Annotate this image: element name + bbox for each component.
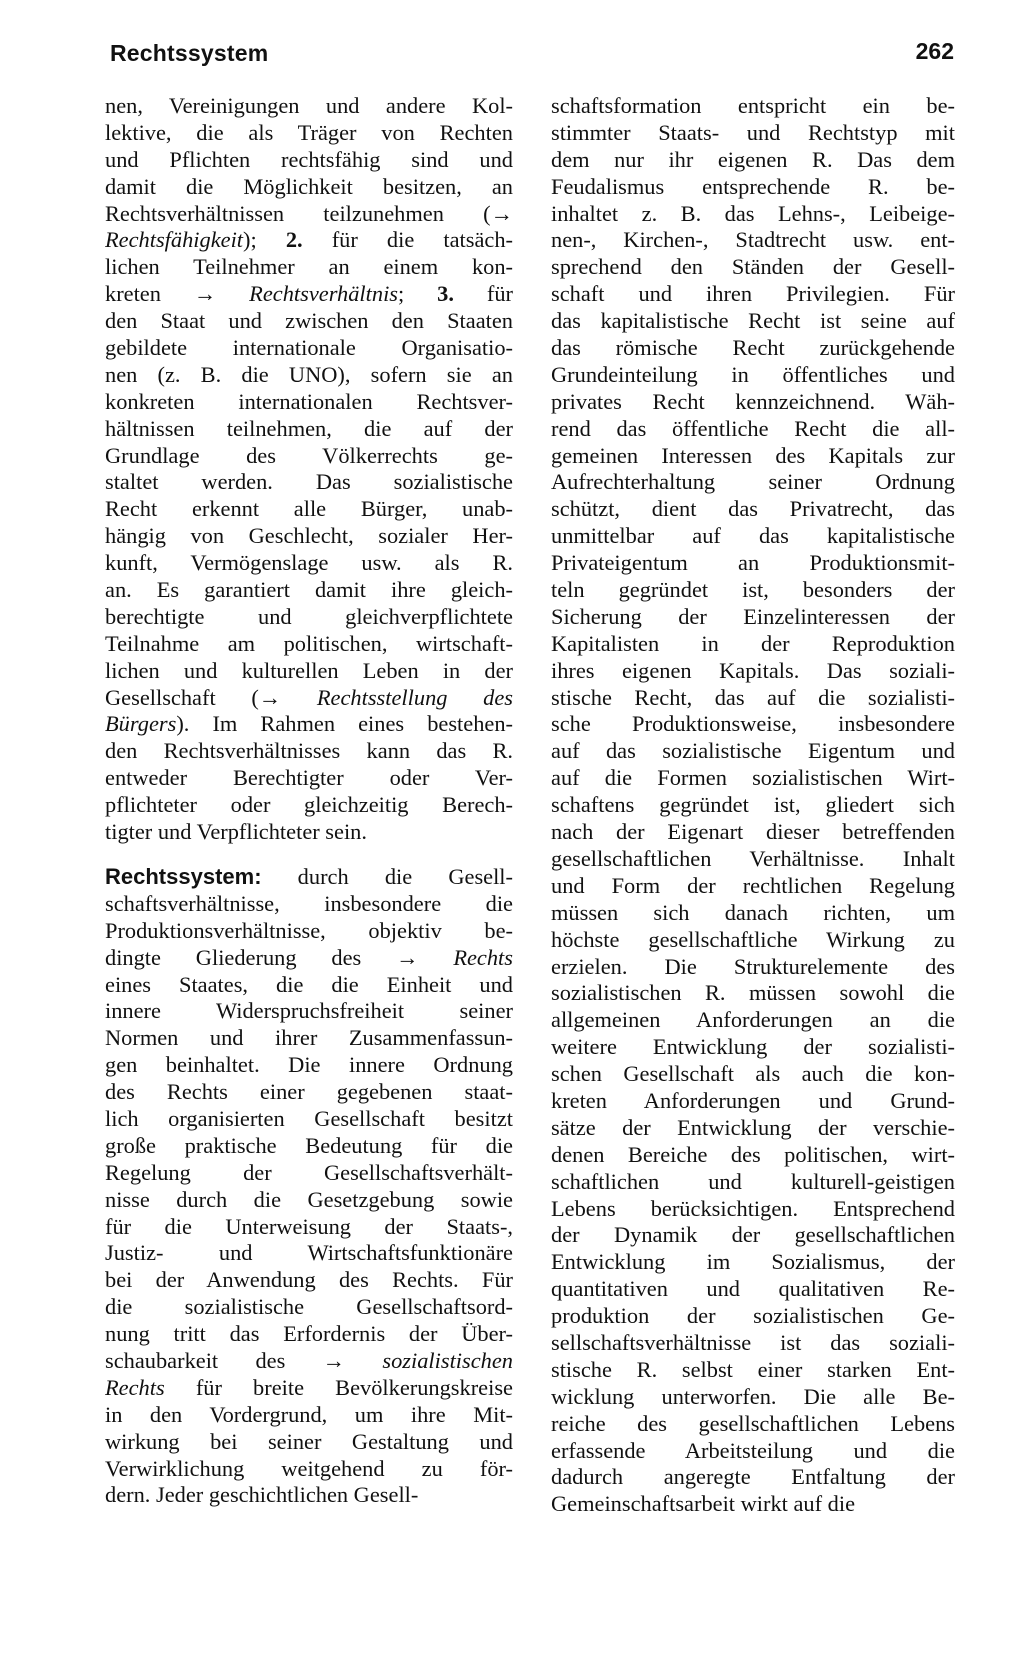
text-line: Grundeinteilung in öffentliches und [551, 361, 955, 387]
text-line: schaubarkeit des → sozialistischen [105, 1347, 513, 1373]
text-line: nung tritt das Erfordernis der Über- [105, 1321, 513, 1347]
text-line: auf das sozialistische Eigentum und [551, 738, 955, 764]
text-line: damit die Möglichkeit besitzen, an [105, 173, 513, 199]
text-line: dern. Jeder geschichtlichen Gesell- [105, 1482, 419, 1508]
text-line: sellschaftsverhältnisse ist das soziali- [551, 1329, 955, 1355]
text-line: gesellschaftlichen Verhältnisse. Inhalt [551, 845, 955, 871]
text-line: nisse durch die Gesetzgebung sowie [105, 1186, 513, 1212]
text-line: tigter und Verpflichteter sein. [105, 819, 367, 845]
text-line: Rechtsverhältnissen teilzunehmen (→ [105, 200, 513, 226]
text-line: Recht erkennt alle Bürger, unab- [105, 496, 513, 522]
text-line: staltet werden. Das sozialistische [105, 469, 513, 495]
text-line: nen-, Kirchen-, Stadtrecht usw. ent- [551, 227, 955, 253]
text-line: schaftens gegründet ist, gliedert sich [551, 792, 955, 818]
text-line: lektive, die als Träger von Rechten [105, 119, 513, 145]
text-line: Kapitalisten in der Reproduktion [551, 630, 955, 656]
text-line: ihres eigenen Kapitals. Das soziali- [551, 657, 955, 683]
text-line: höchste gesellschaftliche Wirkung zu [551, 926, 955, 952]
text-line: kunft, Vermögenslage usw. als R. [105, 550, 513, 576]
text-line: dem nur ihr eigenen R. Das dem [551, 146, 955, 172]
text-line: Verwirklichung weitgehend zu för- [105, 1455, 513, 1481]
text-line: kreten → Rechtsverhältnis; 3. für [105, 281, 513, 307]
text-line: Lebens berücksichtigen. Entsprechend [551, 1195, 955, 1221]
text-line: Justiz- und Wirtschaftsfunktionäre [105, 1240, 513, 1266]
text-line: sche Produktionsweise, insbesondere [551, 711, 955, 737]
text-line: quantitativen und qualitativen Re- [551, 1276, 955, 1302]
text-line: rend das öffentliche Recht die all- [551, 415, 955, 441]
text-line: auf die Formen sozialistischen Wirt- [551, 765, 955, 791]
text-line: schützt, dient das Privatrecht, das [551, 496, 955, 522]
text-line: stische R. selbst einer starken Ent- [551, 1356, 955, 1382]
text-line: unmittelbar auf das kapitalistische [551, 523, 955, 549]
text-line: inhaltet z. B. das Lehns-, Leibeige- [551, 200, 955, 226]
running-head-title: Rechtssystem [110, 40, 269, 66]
text-line: nach der Eigenart dieser betreffenden [551, 819, 955, 845]
text-line: Privateigentum an Produktionsmit- [551, 550, 955, 576]
text-line: privates Recht kennzeichnend. Wäh- [551, 388, 955, 414]
text-line: schen Gesellschaft als auch die kon- [551, 1061, 955, 1087]
text-line: schaftsverhältnisse, insbesondere die [105, 890, 513, 916]
text-line: den Rechtsverhältnisses kann das R. [105, 738, 513, 764]
right-column [551, 93, 955, 1518]
text-line: Gemeinschaftsarbeit wirkt auf die [551, 1491, 856, 1517]
text-line: wicklung unterworfen. Die alle Be- [551, 1383, 955, 1409]
text-line: kreten Anforderungen und Grund- [551, 1087, 955, 1113]
text-line: nen (z. B. die UNO), sofern sie an [105, 361, 513, 387]
text-line: teln gegründet ist, besonders der [551, 577, 955, 603]
text-line: Produktionsverhältnisse, objektiv be- [105, 917, 513, 943]
text-line: erzielen. Die Strukturelemente des [551, 953, 955, 979]
text-line: den Staat und zwischen den Staaten [105, 308, 513, 334]
text-line: reiche des gesellschaftlichen Lebens [551, 1410, 955, 1436]
text-line: müssen sich danach richten, um [551, 899, 955, 925]
text-line: sätze der Entwicklung der verschie- [551, 1114, 955, 1140]
text-line: Aufrechterhaltung seiner Ordnung [551, 469, 955, 495]
text-line: konkreten internationalen Rechtsver- [105, 388, 513, 414]
text-line: weitere Entwicklung der sozialisti- [551, 1034, 955, 1060]
page-number: 262 [915, 38, 954, 64]
text-line: sozialistischen R. müssen sowohl die [551, 980, 955, 1006]
text-line: und Pflichten rechtsfähig sind und [105, 146, 513, 172]
text-line: Grundlage des Völkerrechts ge- [105, 442, 513, 468]
text-line: für die Unterweisung der Staats-, [105, 1213, 513, 1239]
text-line: an. Es garantiert damit ihre gleich- [105, 577, 513, 603]
text-line: pflichteter oder gleichzeitig Berech- [105, 792, 513, 818]
text-line: Gesellschaft (→ Rechtsstellung des [105, 684, 513, 710]
text-line: Rechts für breite Bevölkerungskreise [105, 1374, 513, 1400]
text-line: Entwicklung im Sozialismus, der [551, 1249, 955, 1275]
text-line: große praktische Bedeutung für die [105, 1132, 513, 1158]
text-line: innere Widerspruchsfreiheit seiner [105, 998, 513, 1024]
text-line: schaftlichen und kulturell-geistigen [551, 1168, 955, 1194]
text-line: produktion der sozialistischen Ge- [551, 1303, 955, 1329]
text-line: Bürgers). Im Rahmen eines bestehen- [105, 711, 513, 737]
left-column [105, 93, 513, 1509]
text-line: lichen Teilnehmer an einem kon- [105, 254, 513, 280]
text-line: schaft und ihren Privilegien. Für [551, 281, 955, 307]
text-line: schaftsformation entspricht ein be- [551, 93, 955, 118]
text-line: nen, Vereinigungen und andere Kol- [105, 93, 513, 118]
text-line: eines Staates, die die Einheit und [105, 971, 513, 997]
text-line: gen beinhaltet. Die innere Ordnung [105, 1052, 513, 1078]
text-line: und Form der rechtlichen Regelung [551, 872, 955, 898]
text-line: dingte Gliederung des → Rechts [105, 944, 513, 970]
text-line: der Dynamik der gesellschaftlichen [551, 1222, 955, 1248]
text-line: stimmter Staats- und Rechtstyp mit [551, 119, 955, 145]
text-line: erfassende Arbeitsteilung und die [551, 1437, 955, 1463]
text-line: Rechtssystem: durch die Gesell- [105, 863, 513, 889]
text-line: gebildete internationale Organisatio- [105, 335, 513, 361]
text-line: Feudalismus entsprechende R. be- [551, 173, 955, 199]
text-line: sprechend den Ständen der Gesell- [551, 254, 955, 280]
text-line: Regelung der Gesellschaftsverhält- [105, 1159, 513, 1185]
text-line: Rechtsfähigkeit); 2. für die tatsäch- [105, 227, 513, 253]
paragraph-gap [105, 846, 513, 864]
text-line: denen Bereiche des politischen, wirt- [551, 1141, 955, 1167]
text-line: das kapitalistische Recht ist seine auf [551, 308, 955, 334]
text-line: gemeinen Interessen des Kapitals zur [551, 442, 955, 468]
text-line: berechtigte und gleichverpflichtete [105, 603, 513, 629]
text-line: Sicherung der Einzelinteressen der [551, 603, 955, 629]
text-line: Teilnahme am politischen, wirtschaft- [105, 630, 513, 656]
text-line: bei der Anwendung des Rechts. Für [105, 1267, 513, 1293]
text-line: lichen und kulturellen Leben in der [105, 657, 513, 683]
text-line: entweder Berechtigter oder Ver- [105, 765, 513, 791]
text-line: allgemeinen Anforderungen an die [551, 1007, 955, 1033]
text-line: wirkung bei seiner Gestaltung und [105, 1428, 513, 1454]
text-line: hältnissen teilnehmen, die auf der [105, 415, 513, 441]
text-line: dadurch angeregte Entfaltung der [551, 1464, 955, 1490]
text-line: in den Vordergrund, um ihre Mit- [105, 1401, 513, 1427]
text-line: das römische Recht zurückgehende [551, 335, 955, 361]
text-line: Normen und ihrer Zusammenfassun- [105, 1025, 513, 1051]
text-line: lich organisierten Gesellschaft besitzt [105, 1105, 513, 1131]
text-line: stische Recht, das auf die sozialisti- [551, 684, 955, 710]
text-line: die sozialistische Gesellschaftsord- [105, 1294, 513, 1320]
text-line: des Rechts einer gegebenen staat- [105, 1079, 513, 1105]
text-line: hängig von Geschlecht, sozialer Her- [105, 523, 513, 549]
